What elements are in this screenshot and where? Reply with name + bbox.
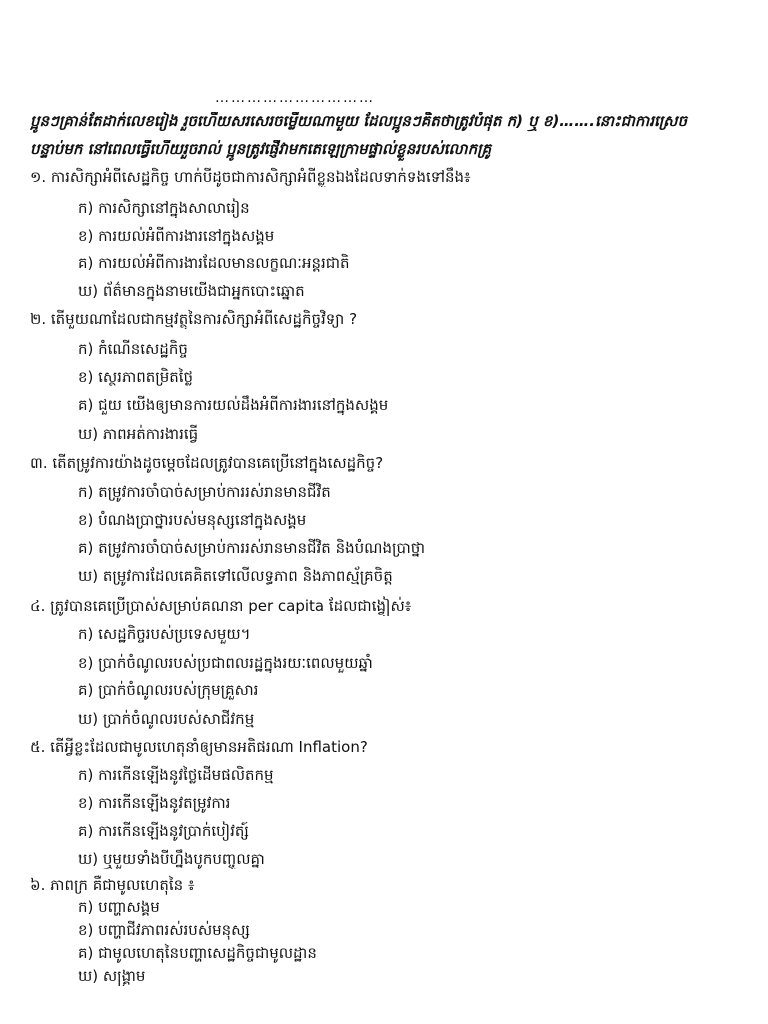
question-3-option-a: ក) តម្រូវការចាំបាច់សម្រាប់ការរស់រានមានជីវិត [78, 483, 331, 501]
question-5: ៥. តើអ្វីខ្លះដែលជាមូលហេតុនាំឲ្យមានអតិផរណា Inflation? [30, 738, 368, 756]
question-1-option-b: ខ) ការយល់អំពីការងារនៅក្នុងសង្គម [78, 227, 275, 245]
instruction-line-2: បន្ទាប់មក នៅពេលធ្វើហើយរួចរាល់ ប្អូនត្រូវផ្ញើវាមកតេឡេក្រាមផ្ទាល់ខ្លួនរបស់លោកគ្រូ [30, 140, 492, 158]
question-6-option-a: ក) បញ្ហាសង្គម [78, 898, 160, 916]
question-4-option-c: គ) ប្រាក់ចំណូលរបស់ក្រុមគ្រួសារ [78, 681, 259, 699]
question-4-option-d: ឃ) ប្រាក់ចំណូលរបស់សាជីវកម្ម [78, 710, 255, 728]
question-1-option-a: ក) ការសិក្សានៅក្នុងសាលារៀន [78, 199, 250, 217]
question-4: ៤. ត្រូវបានគេប្រើប្រាស់សម្រាប់គណនា per capita ដែលជាង្វៀស់៖ [30, 597, 412, 615]
question-3-option-d: ឃ) តម្រូវការដែលគេគិតទៅលើលទ្ធភាព និងភាពស្ម័គ្រចិត្ត [78, 567, 393, 585]
question-2-option-b: ខ) ស្ថេរភាពតម្រិតថ្លៃ [78, 368, 194, 386]
question-5-option-c: គ) ការកើនឡើងនូវប្រាក់បៀវត្ស៍ [78, 822, 249, 840]
question-1-option-d: ឃ) ព័ត៌មានក្នុងនាមយើងជាអ្នកបោះឆ្នោត [78, 282, 305, 300]
question-2-option-d: ឃ) ភាពអត់ការងារធ្វើ [78, 425, 199, 443]
question-6-option-b: ខ) បញ្ហាជីវភាពរស់របស់មនុស្ស [78, 921, 250, 939]
question-5-option-a: ក) ការកើនឡើងនូវថ្លៃដើមផលិតកម្ម [78, 766, 274, 784]
question-6: ៦. ភាពក្រ គឺជាមូលហេតុនៃ ៖ [30, 876, 195, 894]
question-2: ២. តើមួយណាដែលជាកម្មវត្ថុនៃការសិក្សាអំពីសេដ្ឋកិច្ចវិទ្យា ? [30, 310, 358, 328]
question-3: ៣. តើតម្រូវការយ៉ាងដូចម្ដេចដែលត្រូវបានគេប្រើនៅក្នុងសេដ្ឋកិច្ច? [30, 454, 384, 472]
question-1-option-c: គ) ការយល់អំពីការងារដែលមានលក្ខណៈអន្តរជាតិ [78, 254, 350, 272]
question-4-option-b: ខ) ប្រាក់ចំណូលរបស់ប្រជាពលរដ្ឋក្នុងរយៈពេលមួយឆ្នាំ [78, 654, 373, 672]
question-4-option-a: ក) សេដ្ឋកិច្ចរបស់ប្រទេសមួយ។ [78, 625, 251, 643]
question-6-option-c: គ) ជាមូលហេតុនៃបញ្ហាសេដ្ឋកិច្ចជាមូលដ្ឋាន [78, 944, 317, 962]
question-6-option-d: ឃ) សង្គ្រាម [78, 967, 146, 985]
question-3-option-c: គ) តម្រូវការចាំបាច់សម្រាប់ការរស់រានមានជីវិត និងបំណងប្រាថ្នា [78, 539, 426, 557]
question-1: ១. ការសិក្សាអំពីសេដ្ឋកិច្ច ហាក់បីដូចជាការសិក្សាអំពីខ្លួនឯងដែលទាក់ទងទៅនឹង៖ [30, 168, 471, 186]
instruction-line-1: ប្អូនៗគ្រាន់តែដាក់លេខរៀង រួចហើយសរសេរចម្លើយណាមួយ ដែលប្អូនៗគិតថាត្រូវបំផុត ក) ឬ ខ)…….នោះជាការស្រេច [30, 112, 687, 130]
header-dots: ………………………… [215, 90, 375, 106]
question-2-option-c: គ) ជួយ យើងឲ្យមានការយល់ដឹងអំពីការងារនៅក្នុងសង្គម [78, 396, 389, 414]
question-5-option-b: ខ) ការកើនឡើងនូវតម្រូវការ [78, 794, 231, 812]
question-2-option-a: ក) កំណើនសេដ្ឋកិច្ច [78, 340, 188, 358]
question-3-option-b: ខ) បំណងប្រាថ្នារបស់មនុស្សនៅក្នុងសង្គម [78, 511, 307, 529]
question-5-option-d: ឃ) ឬមួយទាំងបីហ្នឹងបូកបញ្ចូលគ្នា [78, 850, 265, 868]
